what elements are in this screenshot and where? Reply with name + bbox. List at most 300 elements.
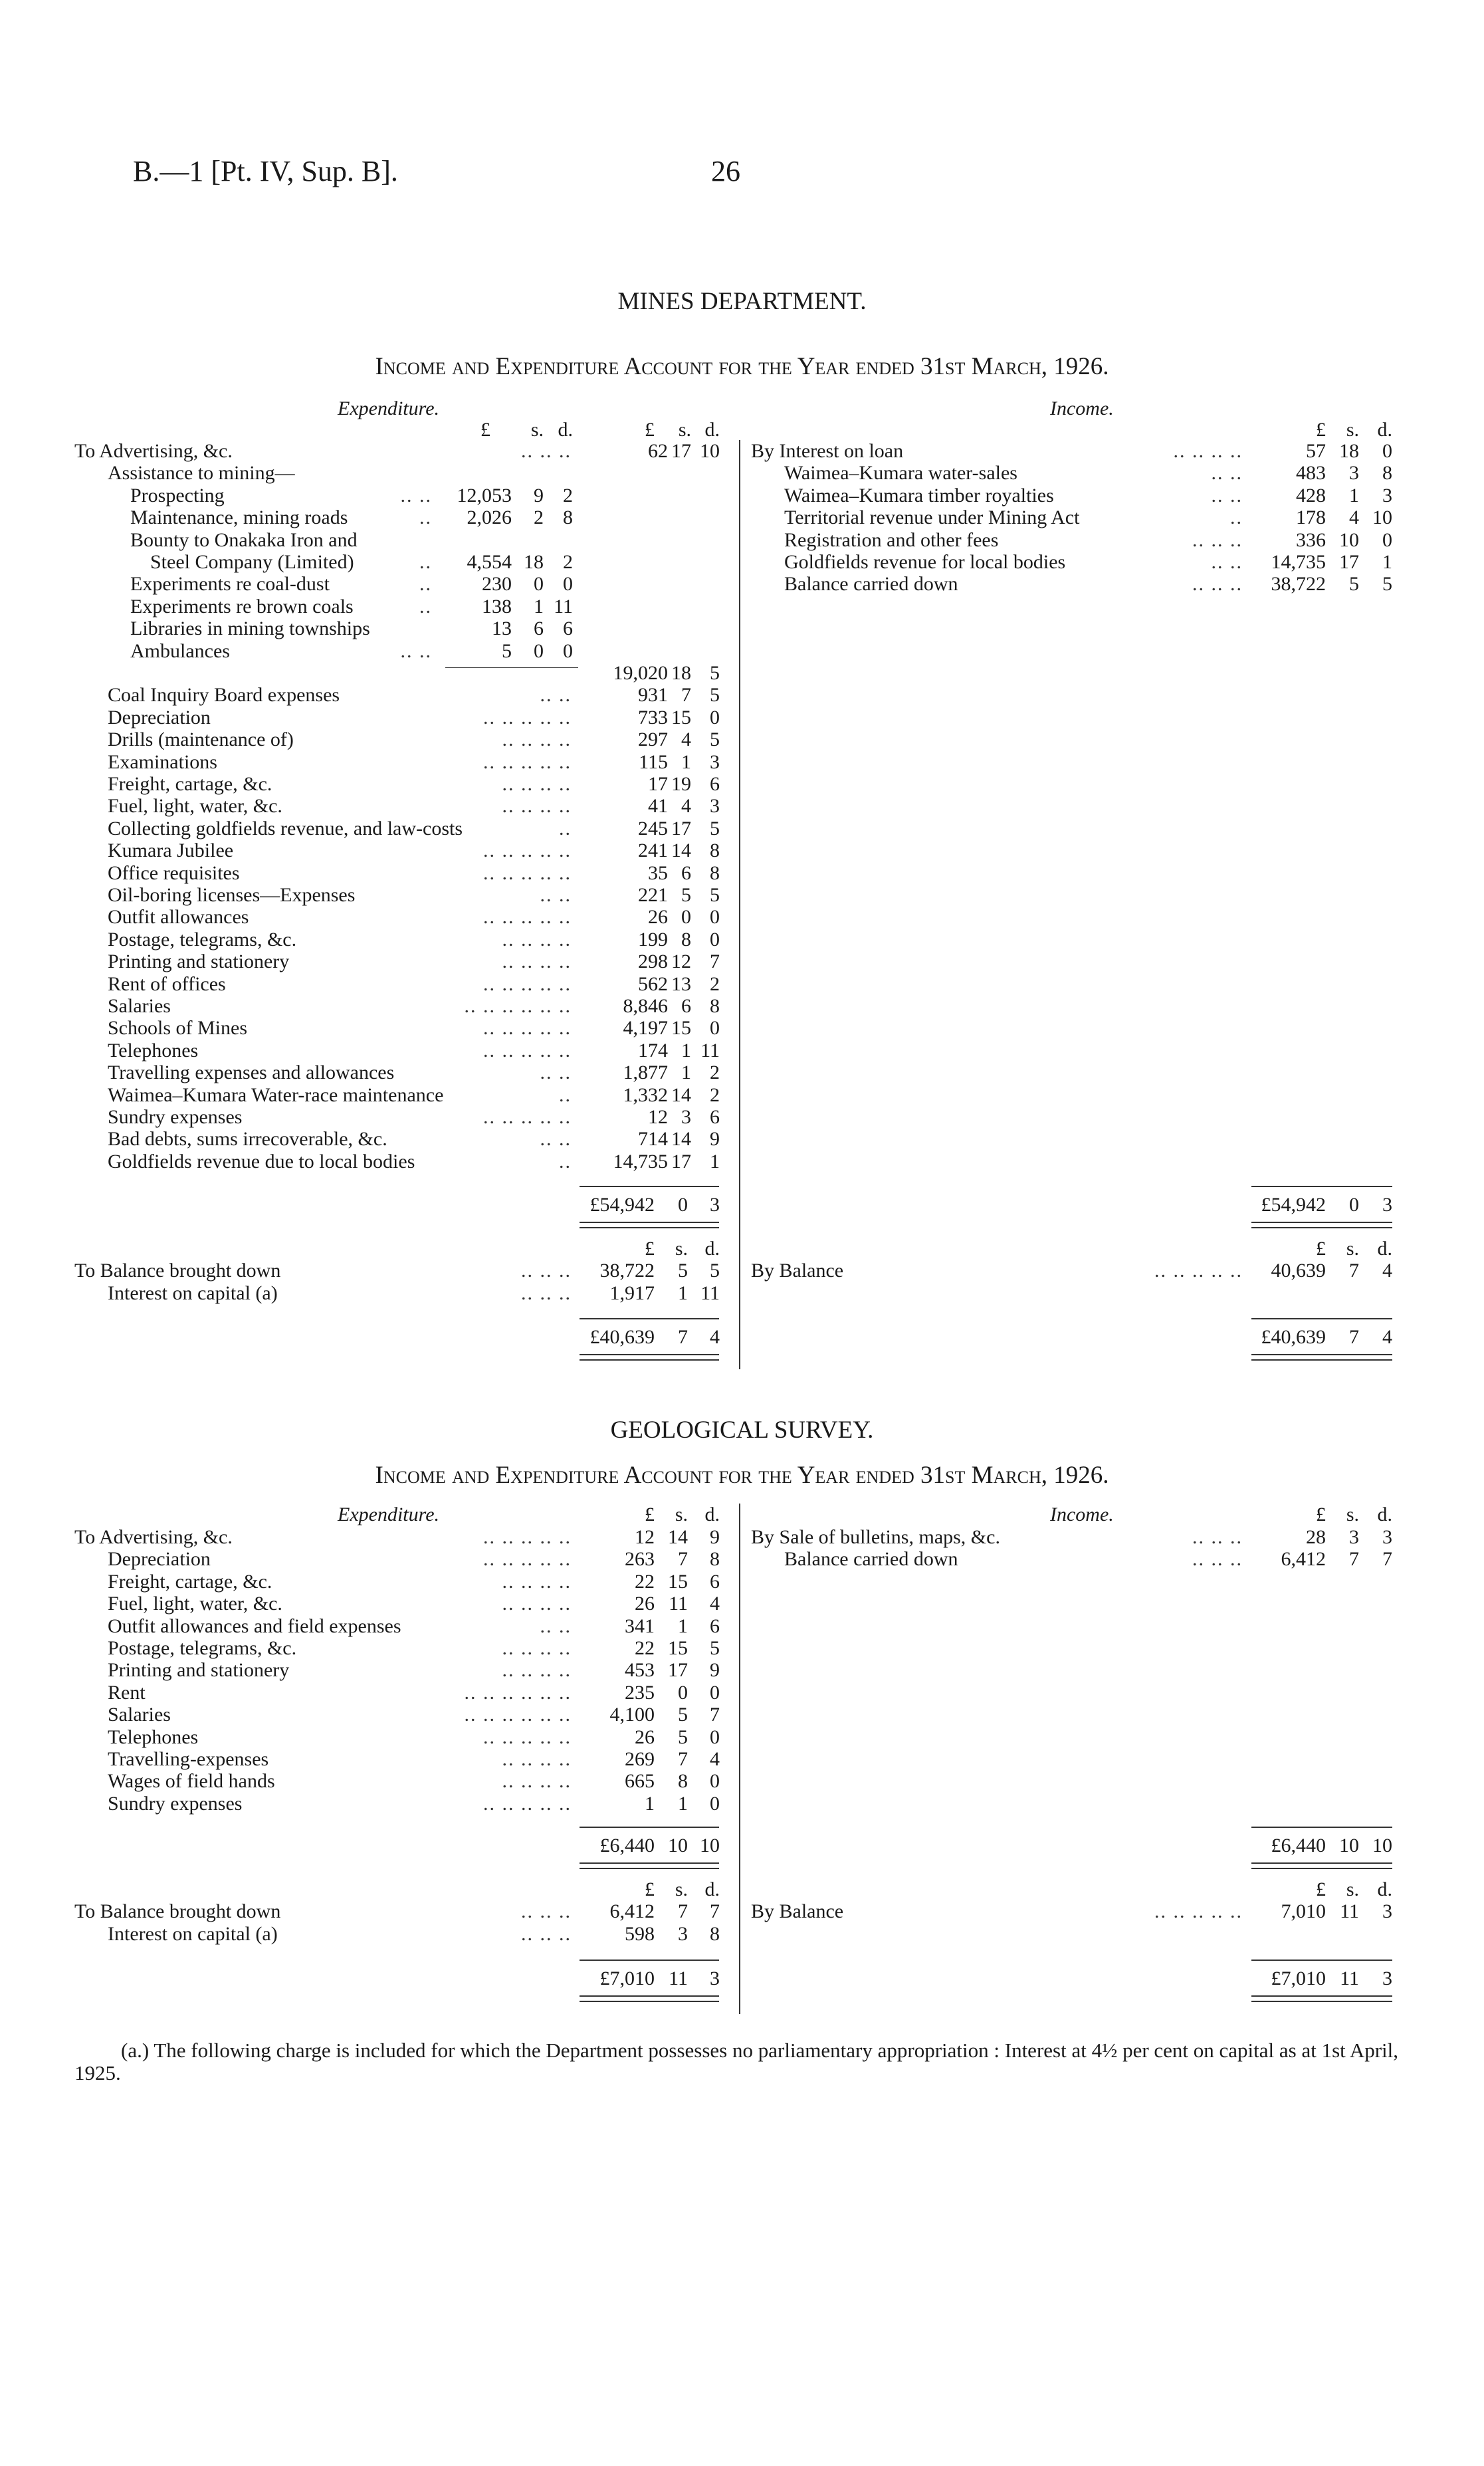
mines-exp-row-7-leader-dots: .. — [419, 595, 432, 617]
geo-inc-row-1-leader-dots: .. .. .. — [1192, 1548, 1243, 1571]
mines-unit-pound-1: £ — [645, 419, 655, 441]
mines-exp-row-14-amt-pence: 3 — [710, 750, 720, 773]
mines-exp-balance-1-amt-shillings: 1 — [678, 1282, 688, 1304]
geo-exp-row-10-amt-shillings: 7 — [678, 1748, 688, 1770]
mines-exp-row-16-leader-dots: .. .. .. .. — [502, 795, 572, 818]
mines-exp-row-9-sub-pounds: 5 — [502, 639, 512, 662]
geo-unit2-s-1: s. — [1346, 1878, 1359, 1900]
mines-exp-row-30-amt-shillings: 3 — [681, 1106, 691, 1128]
mines-exp-balance-1-label: Interest on capital (a) — [108, 1282, 278, 1304]
mines-exp-row-15-leader-dots: .. .. .. .. — [502, 773, 572, 795]
geo-expenditure-heading: Expenditure. — [338, 1504, 440, 1525]
mines-exp-row-0-amt-pounds: 62 — [648, 440, 668, 462]
geo-exp-total-rule-bottom — [580, 1862, 719, 1869]
geo-exp-balance-1-label: Interest on capital (a) — [108, 1922, 278, 1945]
mines-exp-row-32-leader-dots: .. — [559, 1150, 572, 1173]
mines-exp-row-3-sub-pence: 8 — [563, 506, 573, 529]
mines-exp-row-22-amt-shillings: 8 — [681, 928, 691, 951]
mines-inc-row-0-amt-shillings: 18 — [1339, 440, 1359, 462]
mines-exp-row-1-label: Assistance to mining— — [108, 462, 295, 485]
mines-exp-balance-0-amt-pounds: 38,722 — [599, 1260, 655, 1282]
mines-exp-row-30-leader-dots: .. .. .. .. .. — [483, 1106, 572, 1128]
geo-exp-row-7-amt-pounds: 235 — [625, 1681, 655, 1704]
geo-exp-row-6-label: Printing and stationery — [108, 1659, 290, 1682]
mines-exp-row-22-amt-pence: 0 — [710, 928, 720, 951]
mines-exp-row-16-amt-pounds: 41 — [648, 795, 668, 818]
mines-inc-total2-shillings: 7 — [1349, 1326, 1359, 1348]
geo-exp-row-3-amt-pence: 4 — [710, 1593, 720, 1615]
geo-exp-row-10-amt-pounds: 269 — [625, 1748, 655, 1770]
geo-exp-row-0-amt-pence: 9 — [710, 1526, 720, 1548]
geo-exp-row-2-leader-dots: .. .. .. .. — [502, 1570, 572, 1593]
geo-exp-total2-pence: 3 — [710, 1967, 720, 1989]
mines-inc-row-0-amt-pence: 0 — [1382, 440, 1392, 462]
geo-inc-balance-0-amt-pounds: 7,010 — [1281, 1900, 1326, 1923]
geo-unit2-d-1: d. — [1377, 1878, 1392, 1900]
mines-exp-row-8-sub-pence: 6 — [563, 617, 573, 640]
mines-exp-row-2-leader-dots: .. .. — [400, 484, 432, 506]
mines-exp-row-21-amt-pence: 0 — [710, 906, 720, 929]
geo-exp-row-8-amt-pounds: 4,100 — [609, 1704, 655, 1726]
geo-exp-row-9-leader-dots: .. .. .. .. .. — [483, 1726, 572, 1748]
geo-exp-row-6-amt-shillings: 17 — [668, 1659, 688, 1682]
geo-inc-total-rule-bottom — [1251, 1862, 1392, 1869]
mines-exp-row-2-sub-shillings: 9 — [534, 484, 544, 506]
geo-inc-balance-0-amt-pence: 3 — [1382, 1900, 1392, 1923]
mines-exp-row-13-amt-pence: 5 — [710, 729, 720, 751]
geo-exp-row-5-amt-pounds: 22 — [635, 1637, 655, 1659]
mines-exp-row-30-amt-pounds: 12 — [648, 1106, 668, 1128]
geo-inc-total2-rule-top — [1251, 1960, 1392, 1961]
mines-exp-row-25-amt-pence: 8 — [710, 995, 720, 1017]
geo-exp-row-5-leader-dots: .. .. .. .. — [502, 1637, 572, 1659]
geo-exp-row-8-label: Salaries — [108, 1704, 171, 1726]
mines-inc-row-5-amt-pence: 1 — [1382, 551, 1392, 573]
report-reference: B.—1 [Pt. IV, Sup. B]. — [133, 155, 398, 187]
geo-exp-row-10-leader-dots: .. .. .. .. — [502, 1748, 572, 1770]
mines-exp-row-5-label: Steel Company (Limited) — [150, 551, 354, 573]
mines-exp-row-24-label: Rent of offices — [108, 972, 226, 995]
footnote: (a.) The following charge is included for which the Department possesses no parliamentary appropriation : Interest at 4½ per cent on capital as at 1st April, 1925. — [74, 2039, 1398, 2084]
mines-exp-row-6-leader-dots: .. — [419, 573, 432, 596]
mines-inc-row-0-label: By Interest on loan — [751, 440, 904, 462]
mines-exp-row-17-amt-shillings: 17 — [671, 817, 691, 840]
geo-inc-total-rule-top — [1251, 1827, 1392, 1828]
geo-exp-row-7-label: Rent — [108, 1681, 146, 1704]
geo-exp-total-rule-top — [580, 1827, 719, 1828]
geo-exp-row-11-leader-dots: .. .. .. .. — [502, 1770, 572, 1793]
mines-exp-balance-0-leader-dots: .. .. .. — [521, 1260, 572, 1282]
geo-exp-total2-shillings: 11 — [669, 1967, 688, 1989]
mines-exp-row-20-leader-dots: .. .. — [540, 884, 572, 906]
mines-exp-row-18-leader-dots: .. .. .. .. .. — [483, 840, 572, 862]
mines-exp-row-17-amt-pence: 5 — [710, 817, 720, 840]
mines-exp-row-28-label: Travelling expenses and allowances — [108, 1062, 395, 1084]
mines-exp-row-28-amt-pence: 2 — [710, 1062, 720, 1084]
geo-exp-row-12-leader-dots: .. .. .. .. .. — [483, 1792, 572, 1815]
mines-exp-row-29-amt-pence: 2 — [710, 1083, 720, 1106]
mines-income-heading: Income. — [1050, 397, 1114, 419]
mines-exp-row-10-amt-pence: 5 — [710, 662, 720, 684]
mines-exp-row-26-amt-pence: 0 — [710, 1017, 720, 1040]
geo-exp-row-1-amt-pence: 8 — [710, 1548, 720, 1571]
mines-exp-row-29-amt-shillings: 14 — [671, 1083, 691, 1106]
mines-exp-row-15-amt-pounds: 17 — [648, 773, 668, 795]
geo-exp-row-0-amt-pounds: 12 — [635, 1526, 655, 1548]
geo-exp-row-4-leader-dots: .. .. — [540, 1615, 572, 1637]
mines-exp-row-31-label: Bad debts, sums irrecoverable, &c. — [108, 1128, 387, 1151]
mines-exp-balance-0-amt-pence: 5 — [710, 1260, 720, 1282]
mines-exp-row-12-leader-dots: .. .. .. .. .. — [483, 706, 572, 729]
geo-unit2-pound-1: £ — [1316, 1878, 1326, 1900]
mines-inc-row-0-leader-dots: .. .. .. .. — [1173, 440, 1243, 462]
mines-exp-row-22-amt-pounds: 199 — [638, 928, 668, 951]
geo-exp-row-4-amt-shillings: 1 — [678, 1615, 688, 1637]
geo-exp-row-5-amt-shillings: 15 — [668, 1637, 688, 1659]
mines-inc-row-2-label: Waimea–Kumara timber royalties — [784, 484, 1054, 506]
mines-exp-row-19-leader-dots: .. .. .. .. .. — [483, 861, 572, 884]
mines-exp-row-27-leader-dots: .. .. .. .. .. — [483, 1039, 572, 1062]
mines-inc-row-6-leader-dots: .. .. .. — [1192, 573, 1243, 596]
mines-exp-row-3-sub-pounds: 2,026 — [467, 506, 512, 529]
mines-exp-row-11-amt-pence: 5 — [710, 684, 720, 707]
mines-inc-row-1-amt-pence: 8 — [1382, 462, 1392, 485]
mines-exp-total2-pence: 4 — [710, 1326, 720, 1348]
geo-exp-balance-0-amt-shillings: 7 — [678, 1900, 688, 1923]
mines-inc-row-3-amt-pounds: 178 — [1296, 506, 1326, 529]
mines-exp-row-31-amt-pounds: 714 — [638, 1128, 668, 1151]
mines-exp-row-7-label: Experiments re brown coals — [130, 595, 354, 617]
geo-inc-row-0-leader-dots: .. .. .. — [1192, 1526, 1243, 1548]
geo-inc-total-shillings: 10 — [1339, 1835, 1359, 1856]
mines-exp-balance-0-label: To Balance brought down — [74, 1260, 281, 1282]
mines-exp-row-26-leader-dots: .. .. .. .. .. — [483, 1017, 572, 1040]
mines-inc-row-0-amt-pounds: 57 — [1306, 440, 1326, 462]
mines-exp-row-8-label: Libraries in mining townships — [130, 617, 370, 640]
mines-unit2-d-1: d. — [1377, 1238, 1392, 1260]
mines-exp-row-26-amt-shillings: 15 — [671, 1017, 691, 1040]
mines-inc-total-pounds: £54,942 — [1261, 1194, 1326, 1216]
mines-exp-row-20-amt-shillings: 5 — [681, 884, 691, 906]
mines-exp-row-23-leader-dots: .. .. .. .. — [502, 951, 572, 973]
mines-exp-row-6-sub-shillings: 0 — [534, 573, 544, 596]
mines-exp-row-5-leader-dots: .. — [419, 551, 432, 573]
geo-exp-row-1-amt-shillings: 7 — [678, 1548, 688, 1571]
mines-exp-row-24-amt-pounds: 562 — [638, 972, 668, 995]
geo-exp-row-8-amt-pence: 7 — [710, 1704, 720, 1726]
mines-exp-row-14-leader-dots: .. .. .. .. .. — [483, 750, 572, 773]
mines-exp-row-9-sub-shillings: 0 — [534, 639, 544, 662]
mines-title: MINES DEPARTMENT. — [617, 288, 867, 315]
mines-exp-row-10-amt-pounds: 19,020 — [613, 662, 668, 684]
mines-inc-row-3-leader-dots: .. — [1230, 506, 1243, 529]
mines-exp-row-32-label: Goldfields revenue due to local bodies — [108, 1150, 415, 1173]
mines-exp-row-27-amt-pence: 11 — [700, 1039, 720, 1062]
mines-exp-row-11-leader-dots: .. .. — [540, 684, 572, 707]
mines-exp-row-21-amt-pounds: 26 — [648, 906, 668, 929]
mines-exp-row-11-label: Coal Inquiry Board expenses — [108, 684, 340, 707]
geo-unit-s-0: s. — [675, 1504, 688, 1525]
mines-exp-row-14-amt-pounds: 115 — [639, 750, 668, 773]
mines-exp-row-0-amt-pence: 10 — [700, 440, 720, 462]
mines-exp-row-26-label: Schools of Mines — [108, 1017, 247, 1040]
mines-inc-row-4-amt-pence: 0 — [1382, 528, 1392, 551]
mines-exp-row-18-amt-pounds: 241 — [638, 840, 668, 862]
mines-inc-row-3-amt-shillings: 4 — [1349, 506, 1359, 529]
geo-exp-row-7-amt-pence: 0 — [710, 1681, 720, 1704]
mines-inc-total2-pence: 4 — [1382, 1326, 1392, 1348]
mines-exp-row-9-label: Ambulances — [130, 639, 230, 662]
geo-inc-total2-rule-bottom — [1251, 1995, 1392, 2002]
mines-exp-row-31-amt-shillings: 14 — [671, 1128, 691, 1151]
mines-exp-row-6-sub-pounds: 230 — [482, 573, 512, 596]
mines-exp-row-28-leader-dots: .. .. — [540, 1062, 572, 1084]
geo-exp-row-12-amt-pence: 0 — [710, 1792, 720, 1815]
mines-inc-total2-rule-top — [1251, 1318, 1392, 1319]
geo-exp-row-9-amt-pence: 0 — [710, 1726, 720, 1748]
mines-exp-row-11-amt-pounds: 931 — [638, 684, 668, 707]
mines-exp-row-15-label: Freight, cartage, &c. — [108, 773, 272, 795]
mines-inc-total-rule-top — [1251, 1186, 1392, 1187]
mines-exp-row-13-label: Drills (maintenance of) — [108, 729, 294, 751]
geo-exp-row-3-leader-dots: .. .. .. .. — [502, 1593, 572, 1615]
mines-exp-row-12-amt-shillings: 15 — [671, 706, 691, 729]
mines-inc-row-1-amt-shillings: 3 — [1349, 462, 1359, 485]
geo-exp-row-1-amt-pounds: 263 — [625, 1548, 655, 1571]
mines-inc-row-1-label: Waimea–Kumara water-sales — [784, 462, 1017, 485]
geo-exp-row-12-amt-shillings: 1 — [678, 1792, 688, 1815]
mines-exp-row-13-amt-shillings: 4 — [681, 729, 691, 751]
geo-inc-balance-0-label: By Balance — [751, 1900, 844, 1923]
mines-unit-d-2: d. — [1377, 419, 1392, 441]
mines-exp-row-16-amt-pence: 3 — [710, 795, 720, 818]
mines-exp-row-6-sub-pence: 0 — [563, 573, 573, 596]
mines-subtitle: Income and Expenditure Account for the Year ended 31st March, 1926. — [375, 353, 1109, 380]
geo-title: GEOLOGICAL SURVEY. — [610, 1416, 874, 1444]
mines-unit2-s-1: s. — [1346, 1238, 1359, 1260]
mines-exp-row-10-amt-shillings: 18 — [671, 662, 691, 684]
mines-exp-row-19-amt-pence: 8 — [710, 861, 720, 884]
geo-unit-d-0: d. — [704, 1504, 720, 1525]
mines-exp-row-2-label: Prospecting — [130, 484, 225, 506]
geo-exp-balance-0-label: To Balance brought down — [74, 1900, 281, 1923]
mines-inc-row-4-label: Registration and other fees — [784, 528, 999, 551]
mines-exp-row-5-sub-pence: 2 — [563, 551, 573, 573]
mines-unit2-pound-1: £ — [1316, 1238, 1326, 1260]
mines-exp-row-25-leader-dots: .. .. .. .. .. .. — [464, 995, 572, 1017]
geo-exp-row-4-amt-pounds: 341 — [625, 1615, 655, 1637]
geo-inc-row-0-amt-shillings: 3 — [1349, 1526, 1359, 1548]
mines-exp-row-20-label: Oil-boring licenses—Expenses — [108, 884, 356, 906]
mines-exp-row-19-label: Office requisites — [108, 861, 240, 884]
geo-exp-total2-rule-top — [580, 1960, 719, 1961]
mines-exp-row-21-leader-dots: .. .. .. .. .. — [483, 906, 572, 929]
mines-exp-row-24-amt-pence: 2 — [710, 972, 720, 995]
mines-exp-row-32-amt-pounds: 14,735 — [613, 1150, 668, 1173]
geo-inc-total2-pence: 3 — [1382, 1967, 1392, 1989]
geo-exp-row-11-amt-pence: 0 — [710, 1770, 720, 1793]
geo-exp-row-10-label: Travelling-expenses — [108, 1748, 269, 1770]
mines-exp-row-15-amt-pence: 6 — [710, 773, 720, 795]
mines-inc-balance-0-label: By Balance — [751, 1260, 844, 1282]
mines-exp-row-25-amt-pounds: 8,846 — [623, 995, 668, 1017]
geo-unit-inc-pound: £ — [1316, 1504, 1326, 1525]
mines-exp-row-29-label: Waimea–Kumara Water-race maintenance — [108, 1083, 444, 1106]
geo-exp-row-9-amt-shillings: 5 — [678, 1726, 688, 1748]
geo-exp-row-1-leader-dots: .. .. .. .. .. — [483, 1548, 572, 1571]
mines-inc-row-6-label: Balance carried down — [784, 573, 958, 596]
mines-exp-row-23-amt-shillings: 12 — [671, 951, 691, 973]
geo-exp-row-2-label: Freight, cartage, &c. — [108, 1570, 272, 1593]
mines-exp-row-23-amt-pence: 7 — [710, 951, 720, 973]
geo-inc-total-pence: 10 — [1372, 1835, 1392, 1856]
mines-inc-row-2-amt-pence: 3 — [1382, 484, 1392, 506]
mines-inc-row-4-amt-pounds: 336 — [1296, 528, 1326, 551]
geo-inc-row-0-label: By Sale of bulletins, maps, &c. — [751, 1526, 1000, 1548]
mines-inc-row-2-leader-dots: .. .. — [1211, 484, 1243, 506]
geo-inc-row-1-amt-pounds: 6,412 — [1281, 1548, 1326, 1571]
mines-unit2-pound-0: £ — [645, 1238, 655, 1260]
mines-subtotal-rule — [445, 667, 578, 668]
mines-inc-row-6-amt-shillings: 5 — [1349, 573, 1359, 596]
mines-exp-row-17-leader-dots: .. — [559, 817, 572, 840]
mines-inc-row-6-amt-pence: 5 — [1382, 573, 1392, 596]
mines-exp-row-22-label: Postage, telegrams, &c. — [108, 928, 297, 951]
mines-inc-row-5-leader-dots: .. .. — [1211, 551, 1243, 573]
page-number: 26 — [711, 155, 740, 187]
geo-exp-row-9-amt-pounds: 26 — [635, 1726, 655, 1748]
mines-exp-row-3-leader-dots: .. — [419, 506, 432, 529]
geo-inc-balance-0-amt-shillings: 11 — [1340, 1900, 1359, 1923]
mines-exp-row-27-amt-shillings: 1 — [681, 1039, 691, 1062]
mines-exp-row-0-leader-dots: .. .. .. — [521, 440, 572, 462]
mines-exp-total-shillings: 0 — [678, 1194, 688, 1216]
mines-exp-row-24-amt-shillings: 13 — [671, 972, 691, 995]
geo-unit2-s-0: s. — [675, 1878, 688, 1900]
mines-exp-row-12-amt-pence: 0 — [710, 706, 720, 729]
geo-exp-row-6-leader-dots: .. .. .. .. — [502, 1659, 572, 1682]
geo-exp-row-5-label: Postage, telegrams, &c. — [108, 1637, 297, 1659]
mines-exp-balance-0-amt-shillings: 5 — [678, 1260, 688, 1282]
mines-exp-row-3-sub-shillings: 2 — [534, 506, 544, 529]
geo-exp-balance-0-leader-dots: .. .. .. — [521, 1900, 572, 1923]
mines-exp-row-29-leader-dots: .. — [559, 1083, 572, 1106]
mines-exp-row-12-label: Depreciation — [108, 706, 211, 729]
mines-exp-row-28-amt-pounds: 1,877 — [623, 1062, 668, 1084]
mines-unit-s-1: s. — [678, 419, 691, 441]
geo-inc-total2-pounds: £7,010 — [1271, 1967, 1326, 1989]
mines-exp-row-19-amt-pounds: 35 — [648, 861, 668, 884]
page-header — [133, 154, 740, 188]
mines-unit-s-0: s. — [530, 419, 544, 441]
geo-exp-row-9-label: Telephones — [108, 1726, 199, 1748]
mines-exp-row-0-amt-shillings: 17 — [671, 440, 691, 462]
mines-exp-row-19-amt-shillings: 6 — [681, 861, 691, 884]
mines-exp-row-18-amt-pence: 8 — [710, 840, 720, 862]
mines-exp-total-rule-bottom — [580, 1222, 719, 1228]
geo-exp-row-3-amt-shillings: 11 — [669, 1593, 688, 1615]
mines-exp-row-30-label: Sundry expenses — [108, 1106, 243, 1128]
mines-exp-row-8-sub-pounds: 13 — [492, 617, 512, 640]
mines-exp-row-6-label: Experiments re coal-dust — [130, 573, 330, 596]
geo-inc-row-0-amt-pence: 3 — [1382, 1526, 1392, 1548]
mines-unit-d-0: d. — [558, 419, 573, 441]
mines-inc-row-1-leader-dots: .. .. — [1211, 462, 1243, 485]
mines-exp-row-12-amt-pounds: 733 — [638, 706, 668, 729]
mines-unit-pound-2: £ — [1316, 419, 1326, 441]
geo-unit2-d-0: d. — [704, 1878, 720, 1900]
mines-inc-row-4-amt-shillings: 10 — [1339, 528, 1359, 551]
mines-exp-balance-1-amt-pounds: 1,917 — [609, 1282, 655, 1304]
geo-exp-total2-pounds: £7,010 — [599, 1967, 655, 1989]
mines-exp-row-23-label: Printing and stationery — [108, 951, 290, 973]
mines-column-divider — [739, 440, 740, 1369]
geo-exp-balance-0-amt-pence: 7 — [710, 1900, 720, 1923]
mines-exp-row-20-amt-pence: 5 — [710, 884, 720, 906]
mines-inc-total-rule-bottom — [1251, 1222, 1392, 1228]
mines-inc-total-shillings: 0 — [1349, 1194, 1359, 1216]
mines-exp-row-13-amt-pounds: 297 — [638, 729, 668, 751]
geo-subtitle: Income and Expenditure Account for the Year ended 31st March, 1926. — [375, 1462, 1109, 1489]
geo-exp-row-8-leader-dots: .. .. .. .. .. .. — [464, 1704, 572, 1726]
geo-exp-row-6-amt-pence: 9 — [710, 1659, 720, 1682]
geo-inc-total-pounds: £6,440 — [1271, 1835, 1326, 1856]
geo-exp-total-pounds: £6,440 — [599, 1835, 655, 1856]
mines-inc-row-3-amt-pence: 10 — [1372, 506, 1392, 529]
mines-exp-row-21-label: Outfit allowances — [108, 906, 249, 929]
mines-unit2-d-0: d. — [704, 1238, 720, 1260]
mines-unit-d-1: d. — [704, 419, 720, 441]
geo-exp-row-4-label: Outfit allowances and field expenses — [108, 1615, 401, 1637]
geo-exp-row-2-amt-pounds: 22 — [635, 1570, 655, 1593]
mines-inc-row-5-amt-shillings: 17 — [1339, 551, 1359, 573]
mines-exp-row-31-amt-pence: 9 — [710, 1128, 720, 1151]
mines-exp-row-27-amt-pounds: 174 — [638, 1039, 668, 1062]
mines-inc-balance-0-leader-dots: .. .. .. .. .. — [1154, 1260, 1243, 1282]
mines-exp-total2-rule-top — [580, 1318, 719, 1319]
geo-inc-row-0-amt-pounds: 28 — [1306, 1526, 1326, 1548]
mines-exp-total-pence: 3 — [710, 1194, 720, 1216]
mines-exp-row-30-amt-pence: 6 — [710, 1106, 720, 1128]
geo-exp-row-10-amt-pence: 4 — [710, 1748, 720, 1770]
geo-exp-row-0-amt-shillings: 14 — [668, 1526, 688, 1548]
geo-exp-balance-1-amt-shillings: 3 — [678, 1922, 688, 1945]
mines-exp-row-25-amt-shillings: 6 — [681, 995, 691, 1017]
mines-inc-balance-0-amt-shillings: 7 — [1349, 1260, 1359, 1282]
mines-unit-s-2: s. — [1346, 419, 1359, 441]
geo-exp-row-12-label: Sundry expenses — [108, 1792, 243, 1815]
mines-unit2-s-0: s. — [675, 1238, 688, 1260]
mines-exp-row-28-amt-shillings: 1 — [681, 1062, 691, 1084]
mines-exp-row-18-label: Kumara Jubilee — [108, 840, 234, 862]
mines-inc-balance-0-amt-pounds: 40,639 — [1271, 1260, 1326, 1282]
mines-exp-row-20-amt-pounds: 221 — [638, 884, 668, 906]
geo-exp-row-5-amt-pence: 5 — [710, 1637, 720, 1659]
mines-exp-row-15-amt-shillings: 19 — [671, 773, 691, 795]
geo-exp-balance-0-amt-pounds: 6,412 — [609, 1900, 655, 1923]
geo-exp-row-6-amt-pounds: 453 — [625, 1659, 655, 1682]
geo-exp-row-3-amt-pounds: 26 — [635, 1593, 655, 1615]
mines-inc-total2-rule-bottom — [1251, 1354, 1392, 1361]
mines-inc-row-5-amt-pounds: 14,735 — [1271, 551, 1326, 573]
mines-exp-row-29-amt-pounds: 1,332 — [623, 1083, 668, 1106]
mines-exp-total-pounds: £54,942 — [589, 1194, 655, 1216]
geo-exp-row-7-leader-dots: .. .. .. .. .. .. — [464, 1681, 572, 1704]
geo-unit2-pound-0: £ — [645, 1878, 655, 1900]
geo-exp-row-1-label: Depreciation — [108, 1548, 211, 1571]
geo-exp-row-0-leader-dots: .. .. .. .. .. — [483, 1526, 572, 1548]
mines-exp-row-16-label: Fuel, light, water, &c. — [108, 795, 282, 818]
